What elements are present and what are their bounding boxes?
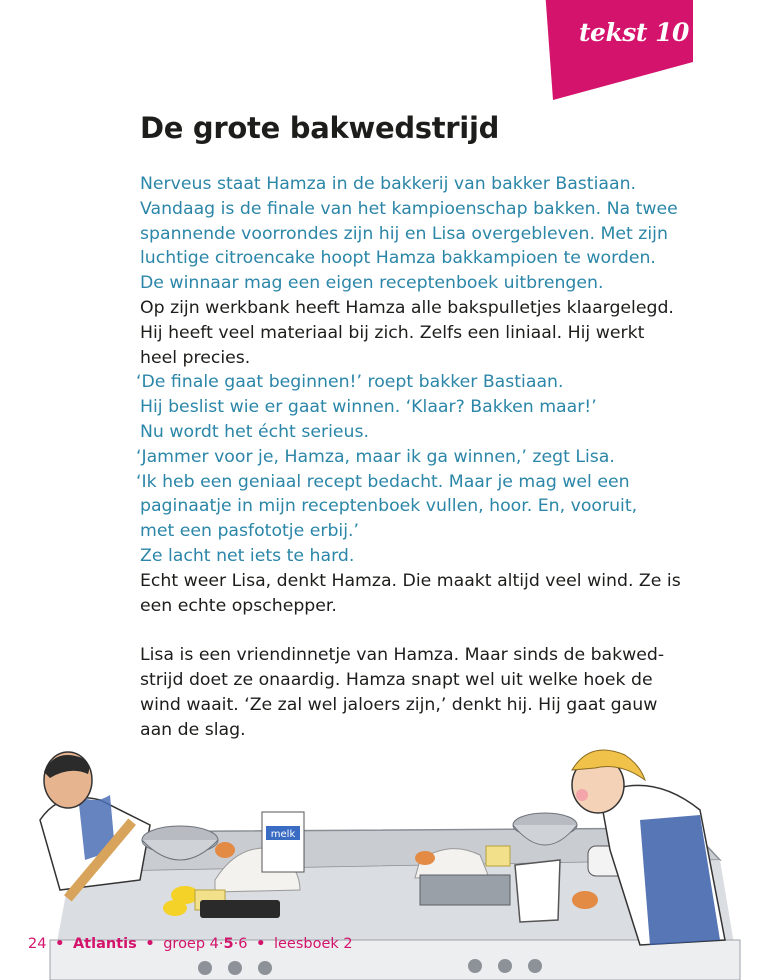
text-line: Nu wordt het écht serieus. — [140, 421, 369, 442]
hamza-figure — [40, 752, 150, 902]
text-line: met een pasfototje erbij.’ — [140, 521, 360, 542]
text-line: ‘Ik heb een geniaal recept bedacht. Maar je mag wel een — [136, 471, 630, 492]
text-line: luchtige citroencake hoopt Hamza bakkampioen te worden. — [140, 248, 656, 269]
text-line: heel precies. — [140, 347, 251, 368]
text-line: Hij beslist wie er gaat winnen. ‘Klaar? Bakken maar!’ — [140, 397, 597, 418]
text-line: Vandaag is de finale van het kampioenschap bakken. Na twee — [140, 198, 678, 219]
text-line: spannende voorrondes zijn hij en Lisa overgebleven. Met zijn — [140, 223, 668, 244]
paragraph-2 — [140, 643, 665, 742]
paragraph-1 — [136, 172, 681, 618]
milk-label: melk — [270, 829, 296, 840]
text-line: een echte opschepper. — [140, 595, 337, 616]
text-line: strijd doet ze onaardig. Hamza snapt wel uit welke hoek de — [140, 669, 653, 690]
story-text — [136, 172, 681, 742]
text-line: Hij heeft veel materiaal bij zich. Zelfs een liniaal. Hij werkt — [140, 322, 645, 343]
page-footer: 24 • Atlantis • groep 4·5·6 • leesboek 2 — [28, 936, 353, 952]
text-line: paginaatje in mijn receptenboek vullen, hoor. En, vooruit, — [140, 496, 638, 517]
text-line: Nerveus staat Hamza in de bakkerij van bakker Bastiaan. — [140, 174, 637, 194]
text-line: aan de slag. — [140, 719, 246, 740]
text-line: De winnaar mag een eigen receptenboek uitbrengen. — [140, 273, 604, 294]
text-line: Op zijn werkbank heeft Hamza alle bakspulletjes klaargelegd. — [140, 297, 674, 318]
text-number-tab — [545, 0, 693, 100]
tab-shape — [545, 0, 693, 100]
footer-book: leesboek 2 — [273, 936, 353, 952]
text-line: Echt weer Lisa, denkt Hamza. Die maakt altijd veel wind. Ze is — [140, 570, 681, 591]
page-number: 24 — [28, 936, 47, 952]
text-line: Ze lacht net iets te hard. — [140, 545, 355, 566]
footer-group: groep 4·5·6 — [163, 936, 248, 952]
tab-label: tekst 10 — [579, 18, 689, 47]
footer-brand: Atlantis — [72, 936, 137, 952]
page-title: De grote bakwedstrijd — [140, 111, 500, 145]
text-line: wind waait. ‘Ze zal wel jaloers zijn,’ denkt hij. Hij gaat gauw — [140, 694, 658, 715]
text-line: Lisa is een vriendinnetje van Hamza. Maar sinds de bakwed- — [140, 645, 665, 666]
text-line: ‘De finale gaat beginnen!’ roept bakker Bastiaan. — [136, 372, 564, 393]
text-line: ‘Jammer voor je, Hamza, maar ik ga winnen,’ zegt Lisa. — [136, 446, 615, 467]
